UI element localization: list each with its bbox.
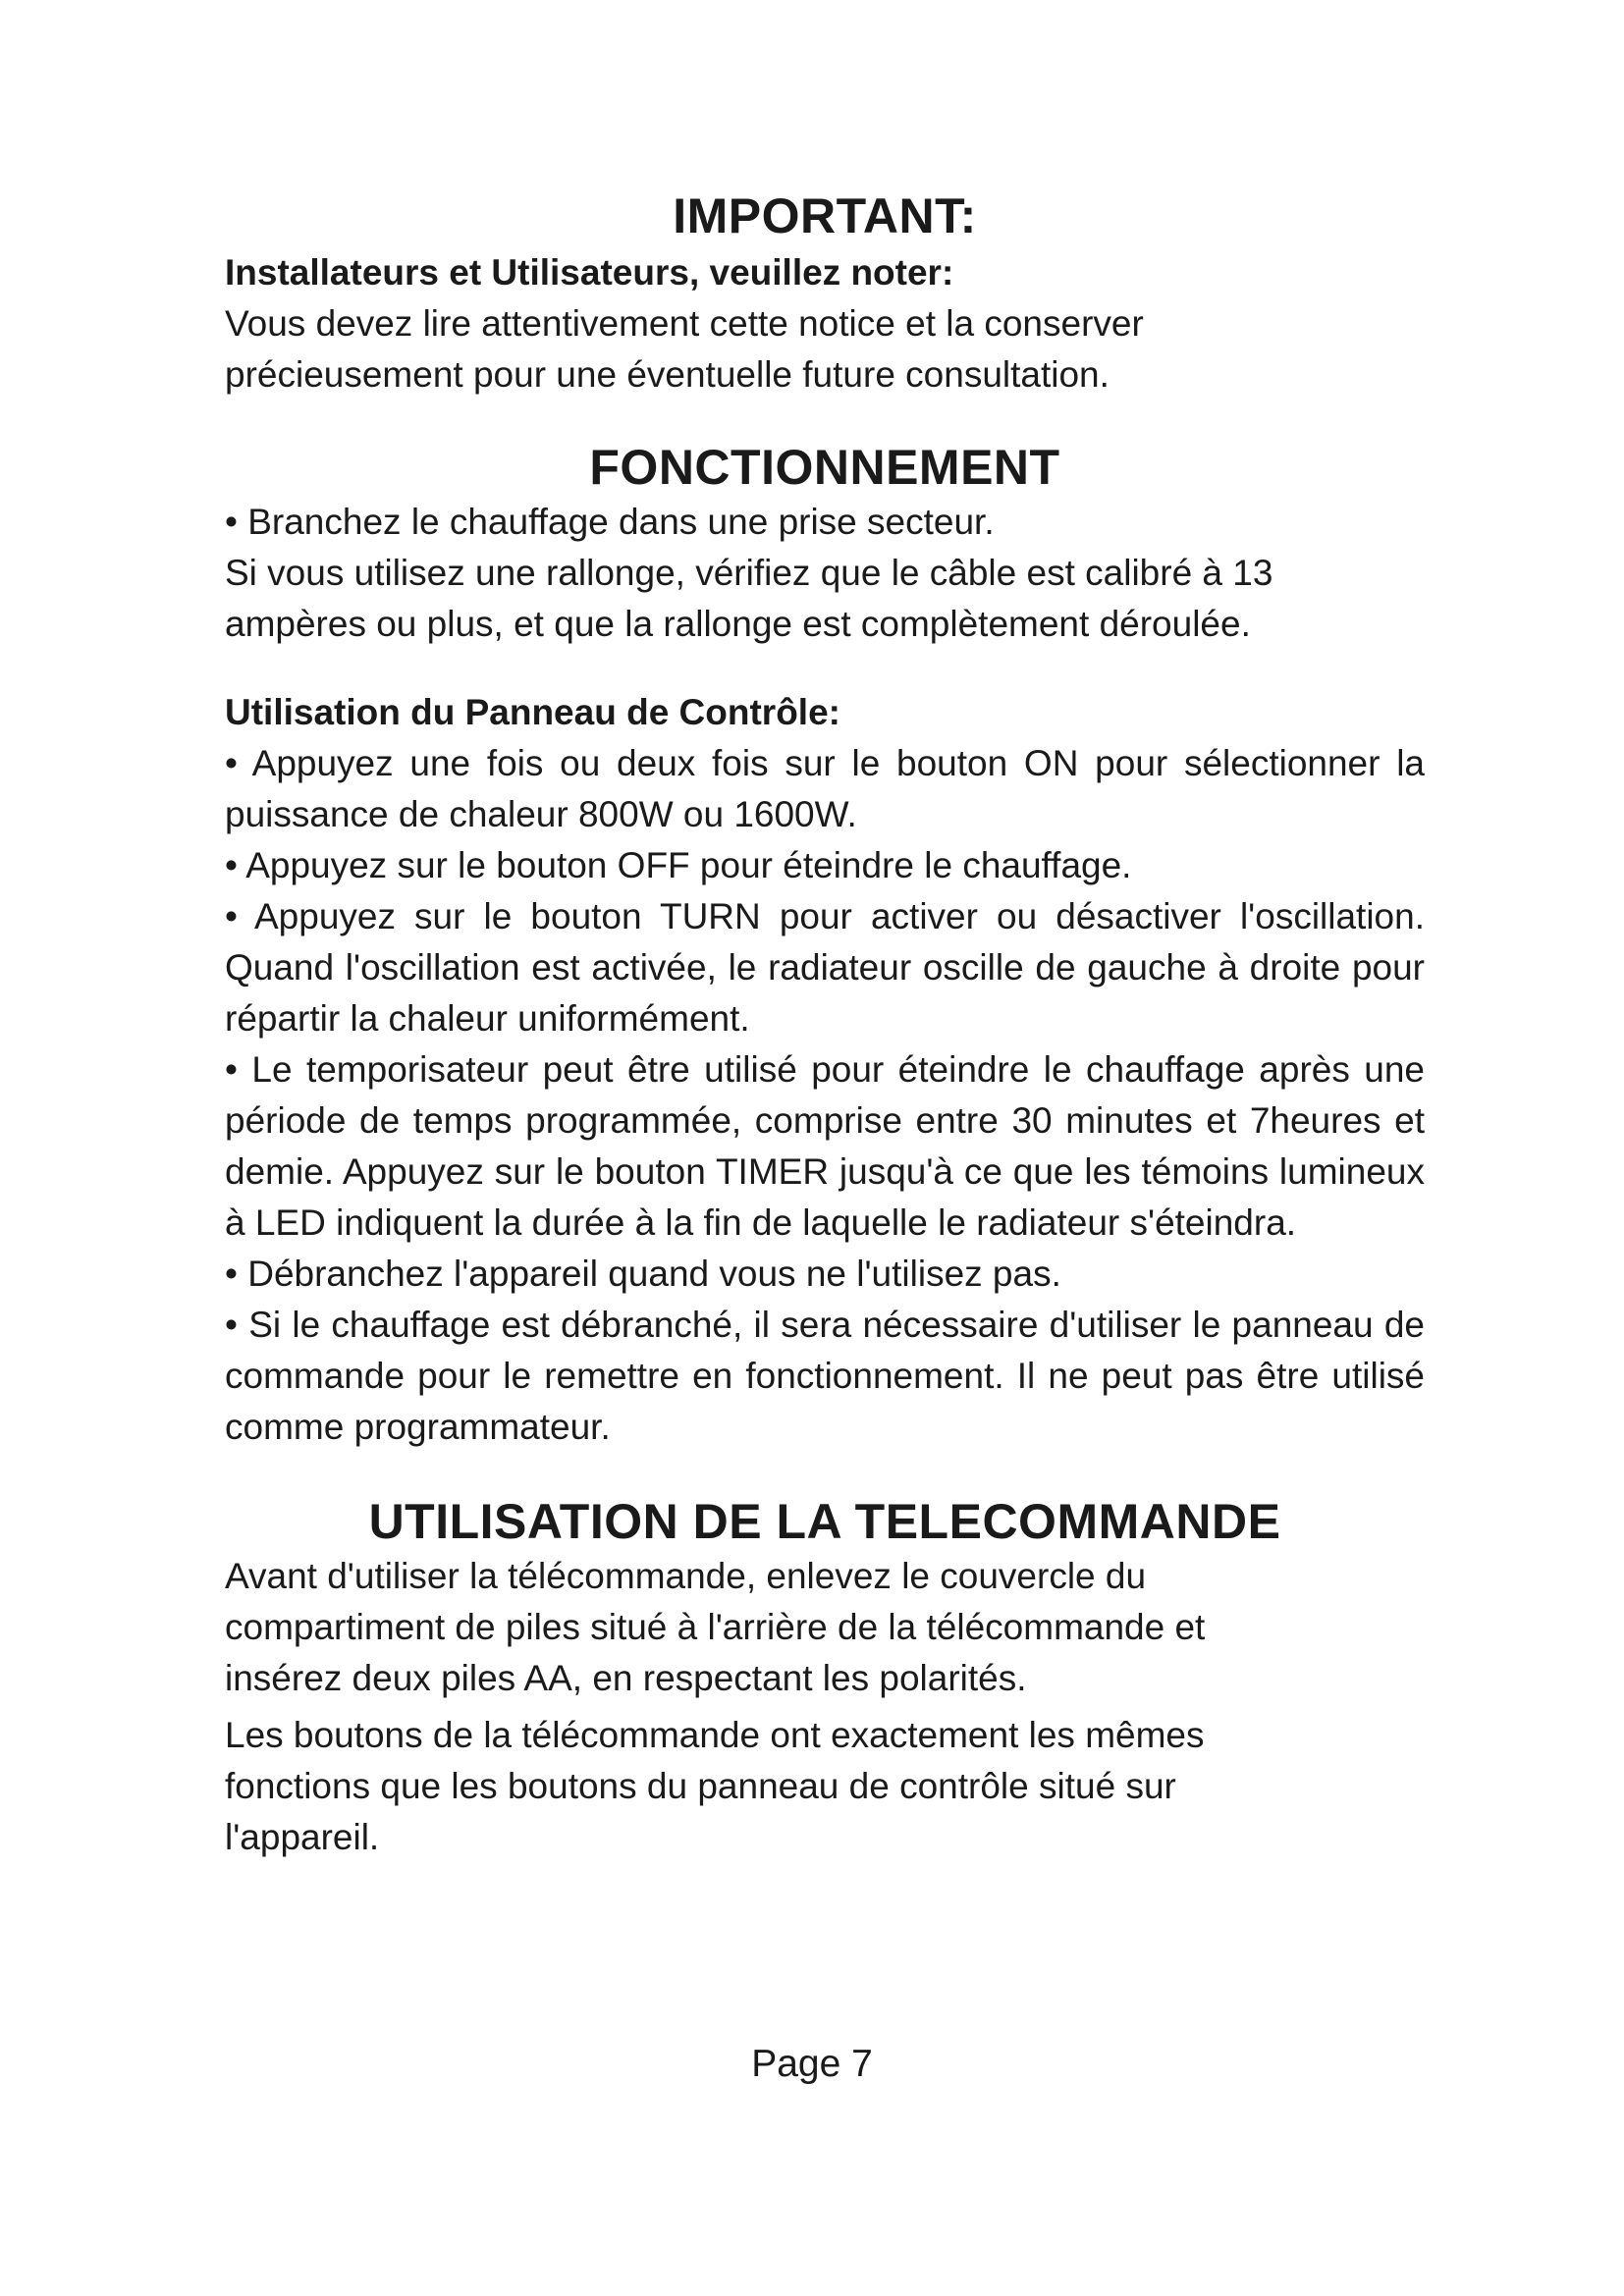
important-text-line: Vous devez lire attentivement cette notice et la conserver xyxy=(225,303,1144,344)
page-number: Page 7 xyxy=(751,2043,873,2085)
remote-text-line: l'appareil. xyxy=(225,1817,380,1857)
control-panel-bullet: • Si le chauffage est débranché, il sera nécessaire d'utiliser le panneau de commande pour le remettre en fonctionnement. Il ne peut pas être utilisé comme programmateur. xyxy=(225,1305,1425,1447)
remote-text-line: fonctions que les boutons du panneau de contrôle situé sur xyxy=(225,1766,1176,1806)
fonctionnement-bullet: • Branchez le chauffage dans une prise secteur. xyxy=(225,502,995,542)
remote-heading: UTILISATION DE LA TELECOMMANDE xyxy=(368,1494,1281,1549)
important-subheading: Installateurs et Utilisateurs, veuillez noter: xyxy=(225,252,954,293)
remote-text-line: compartiment de piles situé à l'arrière de la télécommande et xyxy=(225,1607,1206,1647)
fonctionnement-text-line: Si vous utilisez une rallonge, vérifiez que le câble est calibré à 13 xyxy=(225,553,1273,593)
remote-text-line: insérez deux piles AA, en respectant les polarités. xyxy=(225,1658,1027,1698)
remote-text-line: Avant d'utiliser la télécommande, enlevez le couvercle du xyxy=(225,1556,1147,1596)
important-heading: IMPORTANT: xyxy=(673,188,977,243)
fonctionnement-text-line: ampères ou plus, et que la rallonge est complètement déroulée. xyxy=(225,604,1251,644)
control-panel-bullet: • Le temporisateur peut être utilisé pour éteindre le chauffage après une période de temps programmée, comprise entre 30 minutes et 7heures et demie. Appuyez sur le bouton TIMER jusqu'à ce que les témoins lumineux à LED indiquent la durée à la fin de laquelle le radiateur s'éteindra. xyxy=(225,1049,1425,1243)
fonctionnement-heading: FONCTIONNEMENT xyxy=(589,440,1060,495)
control-panel-heading: Utilisation du Panneau de Contrôle: xyxy=(225,692,840,732)
control-panel-bullet: • Débranchez l'appareil quand vous ne l'utilisez pas. xyxy=(225,1254,1061,1294)
control-panel-bullet: • Appuyez une fois ou deux fois sur le bouton ON pour sélectionner la puissance de chaleur 800W ou 1600W. xyxy=(225,743,1425,834)
control-panel-bullet: • Appuyez sur le bouton OFF pour éteindre le chauffage. xyxy=(225,845,1132,885)
important-text-line: précieusement pour une éventuelle future consultation. xyxy=(225,354,1110,395)
control-panel-bullet: • Appuyez sur le bouton TURN pour activer ou désactiver l'oscillation. Quand l'oscillation est activée, le radiateur oscille de gauche à droite pour répartir la chaleur uniformément. xyxy=(225,896,1425,1039)
remote-text-line: Les boutons de la télécommande ont exactement les mêmes xyxy=(225,1715,1205,1755)
manual-page xyxy=(225,187,1425,1863)
